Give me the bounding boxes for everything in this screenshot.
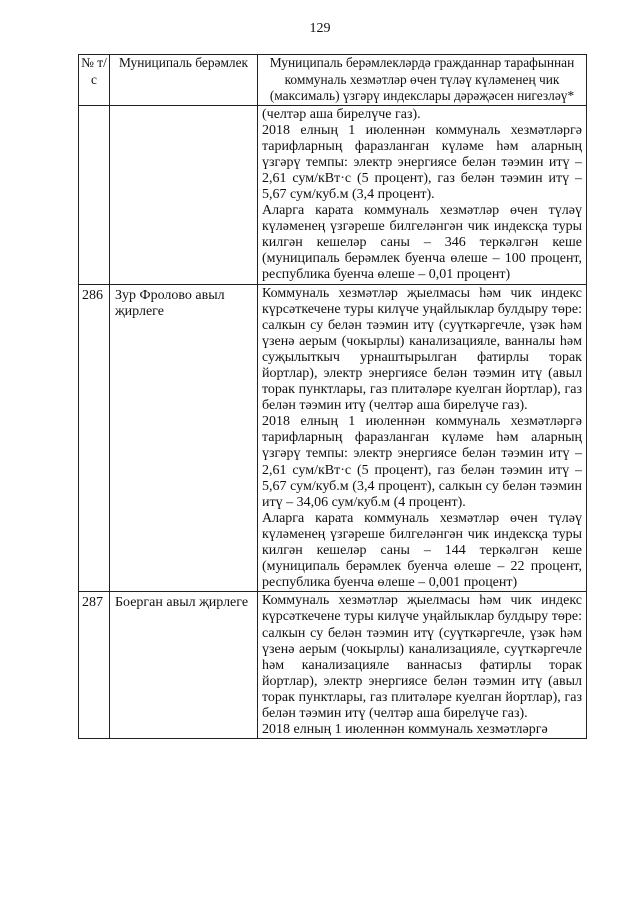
page-number: 129 <box>309 21 331 36</box>
row-number <box>79 105 110 284</box>
row-municipality: Боерган авыл җирлеге <box>110 592 258 739</box>
table-header-row <box>79 55 587 106</box>
row-description <box>258 105 587 284</box>
row-description <box>258 592 587 739</box>
description-paragraph: 2018 елның 1 июленнән коммуналь хезмәтләргә тарифларның фаразланган күләме һәм аларның үзгәрү темпы: электр энергиясе белән тәэмин итү – 2,61 сум/кВт·с (5 процент), газ белән тәэмин итү – 5,67 сум/куб.м (3,4 процент). <box>262 122 582 202</box>
description-paragraph: 2018 елның 1 июленнән коммуналь хезмәтләргә <box>262 722 548 738</box>
header-number: № т/с <box>79 55 110 106</box>
description-paragraph: Аларга карата коммуналь хезмәтләр өчен түләү күләменең үзгәреше билгеләнгән чик индексқа туры килгән кешеләр саны – 144 теркәлгән кеше (муниципаль берәмлек буенча өлеше – 22 процент, республика буенча өлеше – 0,001 процент) <box>262 510 582 591</box>
row-description <box>258 284 587 592</box>
table-row <box>79 105 587 284</box>
row-municipality <box>110 105 258 284</box>
header-description: Муниципаль берәмлекләрдә гражданнар тарафыннан коммуналь хезмәтләр өчен түләү күләменең чик (максималь) үзгәрү индекслары дәрәҗәсен нигезләү* <box>258 55 587 106</box>
description-paragraph: Коммуналь хезмәтләр җыелмасы һәм чик индекс күрсәткечене туры килүче уңайлыклар булдыру төре: салкын су белән тәэмин итү (суүткәргечле, үзәк һәм үзенә аерым (чокырлы) канализацияле, ванналы һәм суҗылыткыч урнаштырылган фатирлы торак йортлар), электр энергиясе белән тәэмин итү (авыл торак пунктлары, газ плитәләре куелган йортлар), газ белән тәэмин итү (челтәр аша бирелүче газ). <box>262 285 582 414</box>
row-municipality: Зур Фролово авыл җирлеге <box>110 284 258 592</box>
table-row <box>79 284 587 592</box>
table-row <box>79 592 587 739</box>
description-paragraph: Коммуналь хезмәтләр җыелмасы һәм чик индекс күрсәткечене туры килүче уңайлыклар булдыру төре: салкын су белән тәэмин итү (суүткәргечле, үзәк һәм үзенә аерым (чокырлы) канализацияле, суүткәргечле һәм канализацияле ваннасыз фатирлы торак йортлар), электр энергиясе белән тәэмин итү (авыл торак пунктлары, газ плитәләре куелган йортлар), газ белән тәэмин итү (челтәр аша бирелүче газ). <box>262 593 582 721</box>
row-number: 287 <box>79 592 110 739</box>
description-paragraph: 2018 елның 1 июленнән коммуналь хезмәтләргә тарифларның фаразланган күләме һәм аларның үзгәрү темпы: электр энергиясе белән тәэмин итү – 2,61 сум/кВт·с (5 процент), газ белән тәэмин итү – 5,67 сум/куб.м (3,4 процент), салкын су белән тәэмин итү – 34,06 сум/куб.м (4 процент). <box>262 414 582 510</box>
tariff-table <box>78 54 587 739</box>
header-municipality: Муниципаль берәмлек <box>110 55 258 106</box>
row-number: 286 <box>79 284 110 592</box>
description-paragraph: (челтәр аша бирелүче газ). <box>262 106 421 122</box>
description-paragraph: Аларга карата коммуналь хезмәтләр өчен түләү күләменең үзгәреше билгеләнгән чик индексқа туры килгән кешеләр саны – 346 теркәлгән кеше (муниципаль берәмлек буенча өлеше – 100 процент, республика буенча өлеше – 0,01 процент) <box>262 203 582 283</box>
